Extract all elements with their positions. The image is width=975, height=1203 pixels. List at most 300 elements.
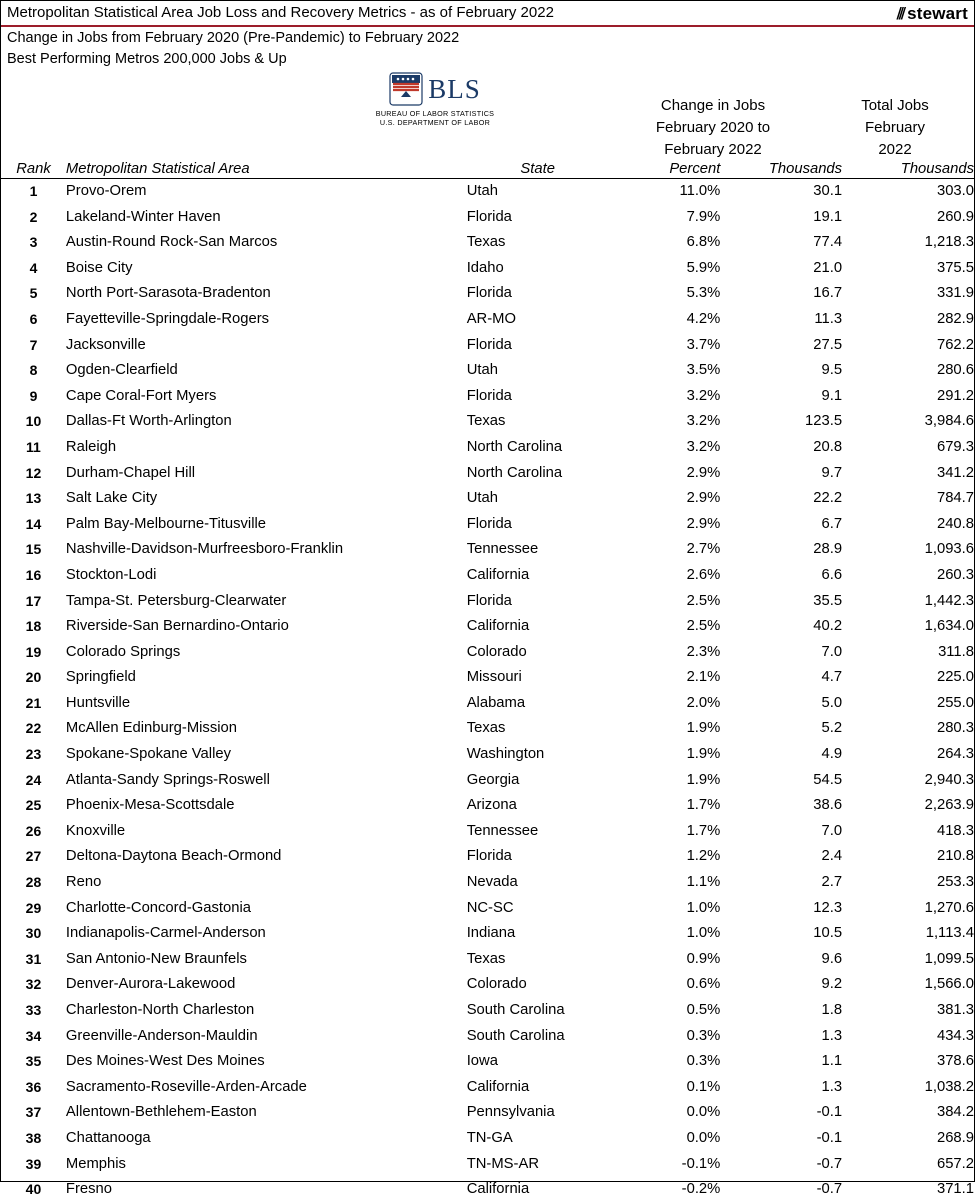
cell-percent: 0.0%: [686, 1104, 721, 1121]
cell-percent: 3.2%: [686, 413, 721, 430]
cell-thousands: 9.1: [821, 387, 843, 404]
cell-rank: 40: [25, 1181, 42, 1198]
cell-percent: 2.9%: [686, 515, 721, 532]
cell-thousands: 16.7: [813, 285, 843, 302]
cell-state: Florida: [466, 515, 512, 532]
cell-state: Indiana: [466, 925, 516, 942]
cell-total: 381.3: [936, 1002, 974, 1018]
cell-state: Tennessee: [466, 541, 539, 558]
cell-rank: 29: [25, 899, 42, 916]
cell-msa: Lakeland-Winter Haven: [65, 208, 221, 225]
cell-percent: 1.7%: [686, 822, 721, 839]
cell-thousands: 22.2: [813, 490, 843, 507]
cell-msa: Tampa-St. Petersburg-Clearwater: [65, 592, 287, 609]
column-header-percent: Percent: [609, 161, 721, 179]
cell-percent: 0.0%: [686, 1129, 721, 1146]
cell-total: 784.7: [936, 490, 974, 507]
cell-rank: 13: [25, 490, 42, 507]
table-row: [1, 435, 974, 461]
cell-rank: 28: [25, 874, 42, 891]
cell-thousands: -0.7: [816, 1155, 843, 1172]
table-row: [1, 819, 974, 845]
group-header-change-line-2: February 2020 to: [655, 119, 771, 136]
column-header-total: Thousands: [842, 161, 974, 179]
table-head: [1, 161, 974, 179]
table-row: [1, 716, 974, 742]
cell-thousands: 38.6: [813, 797, 843, 814]
cell-percent: 1.9%: [686, 771, 721, 788]
group-header-total-line-1: Total Jobs: [861, 97, 929, 114]
cell-thousands: -0.7: [816, 1181, 843, 1198]
cell-msa: Raleigh: [65, 438, 117, 455]
cell-percent: 1.9%: [686, 720, 721, 737]
cell-total: 264.3: [936, 746, 974, 763]
cell-total: 378.6: [936, 1053, 974, 1070]
bls-subtitle-bureau: BUREAU OF LABOR STATISTICS: [375, 109, 495, 118]
cell-msa: Deltona-Daytona Beach-Ormond: [65, 848, 282, 865]
cell-state: South Carolina: [466, 1002, 565, 1018]
cell-percent: 2.5%: [686, 618, 721, 635]
cell-rank: 18: [25, 618, 42, 635]
cell-rank: 9: [29, 387, 38, 404]
cell-state: Pennsylvania: [466, 1104, 555, 1121]
cell-thousands: 9.5: [821, 362, 843, 379]
cell-percent: 2.1%: [686, 669, 721, 686]
cell-thousands: 5.2: [821, 720, 843, 737]
table-row: [1, 870, 974, 896]
cell-thousands: 9.7: [821, 464, 843, 481]
metros-table: [1, 161, 974, 1203]
cell-rank: 37: [25, 1104, 42, 1121]
cell-msa: Chattanooga: [65, 1129, 151, 1146]
cell-thousands: 9.6: [821, 950, 843, 967]
cell-total: 260.3: [936, 566, 974, 583]
cell-state: Texas: [466, 950, 506, 967]
cell-msa: Greenville-Anderson-Mauldin: [65, 1027, 258, 1044]
cell-state: Utah: [466, 183, 498, 199]
column-header-msa: Metropolitan Statistical Area: [66, 161, 467, 179]
cell-percent: 2.3%: [686, 643, 721, 660]
group-header-change-in-jobs: [601, 95, 825, 161]
cell-thousands: 20.8: [813, 438, 843, 455]
cell-thousands: -0.1: [816, 1129, 843, 1146]
cell-msa: Jacksonville: [65, 336, 146, 353]
cell-thousands: 2.4: [821, 848, 843, 865]
cell-msa: Charleston-North Charleston: [65, 1002, 255, 1018]
cell-thousands: 11.3: [814, 310, 843, 327]
cell-total: 3,984.6: [924, 413, 974, 430]
cell-percent: 2.7%: [686, 541, 721, 558]
brand-name: stewart: [907, 4, 968, 23]
cell-thousands: 27.5: [813, 336, 843, 353]
table-row: [1, 896, 974, 922]
table-row: [1, 179, 974, 205]
column-header-row: [1, 161, 974, 179]
cell-total: 1,099.5: [924, 950, 974, 967]
cell-msa: Fayetteville-Springdale-Rogers: [65, 310, 270, 327]
cell-thousands: 1.1: [821, 1053, 843, 1070]
cell-msa: Allentown-Bethlehem-Easton: [65, 1104, 257, 1121]
cell-total: 679.3: [936, 438, 974, 455]
bls-logo: [365, 71, 505, 127]
table-row: [1, 256, 974, 282]
cell-msa: Huntsville: [65, 694, 131, 711]
table-row: [1, 691, 974, 717]
cell-percent: 2.9%: [686, 464, 721, 481]
cell-total: 375.5: [936, 259, 974, 276]
cell-state: Florida: [466, 592, 512, 609]
cell-msa: Riverside-San Bernardino-Ontario: [65, 618, 289, 635]
cell-rank: 36: [25, 1078, 42, 1095]
cell-rank: 16: [25, 566, 42, 583]
cell-msa: Phoenix-Mesa-Scottsdale: [65, 797, 235, 814]
column-header-thousands: Thousands: [720, 161, 842, 179]
cell-rank: 11: [26, 438, 41, 455]
table-row: [1, 512, 974, 538]
cell-thousands: -0.1: [816, 1104, 843, 1121]
cell-state: Nevada: [466, 874, 518, 891]
table-row: [1, 1177, 974, 1203]
table-row: [1, 384, 974, 410]
cell-thousands: 9.2: [821, 976, 843, 993]
cell-msa: Stockton-Lodi: [65, 566, 157, 583]
cell-thousands: 2.7: [821, 874, 843, 891]
cell-thousands: 6.6: [821, 566, 843, 583]
cell-state: AR-MO: [466, 310, 517, 327]
cell-total: 341.2: [936, 464, 974, 481]
cell-rank: 26: [25, 822, 42, 839]
cell-percent: 0.1%: [686, 1078, 721, 1095]
cell-rank: 17: [25, 592, 42, 609]
table-row: [1, 793, 974, 819]
cell-rank: 32: [25, 976, 42, 993]
cell-rank: 38: [25, 1129, 42, 1146]
cell-thousands: 35.5: [813, 592, 843, 609]
table-row: [1, 461, 974, 487]
group-header-total-line-3: 2022: [878, 141, 912, 158]
cell-msa: Des Moines-West Des Moines: [65, 1053, 265, 1070]
cell-thousands: 1.3: [821, 1078, 843, 1095]
cell-state: NC-SC: [466, 899, 514, 916]
cell-msa: Knoxville: [65, 822, 126, 839]
cell-total: 384.2: [936, 1104, 974, 1121]
cell-percent: 3.5%: [686, 362, 721, 379]
cell-rank: 23: [25, 746, 42, 763]
cell-state: Florida: [466, 336, 512, 353]
cell-rank: 27: [25, 848, 42, 865]
cell-percent: 7.9%: [686, 208, 721, 225]
cell-thousands: 7.0: [821, 643, 843, 660]
cell-state: Washington: [466, 746, 545, 763]
cell-state: Arizona: [466, 797, 517, 814]
cell-msa: San Antonio-New Braunfels: [65, 950, 247, 967]
cell-total: 255.0: [936, 694, 974, 711]
cell-total: 1,113.4: [925, 925, 974, 942]
cell-percent: 4.2%: [686, 310, 721, 327]
cell-msa: Boise City: [65, 259, 133, 276]
table-row: [1, 665, 974, 691]
cell-msa: Fresno: [65, 1181, 112, 1198]
cell-rank: 30: [25, 925, 42, 942]
table-row: [1, 1024, 974, 1050]
cell-state: Texas: [466, 720, 506, 737]
cell-percent: 0.9%: [686, 950, 721, 967]
group-header-total-line-2: February: [864, 119, 926, 136]
cell-rank: 35: [25, 1053, 42, 1070]
cell-total: 253.3: [936, 874, 974, 891]
cell-percent: 1.1%: [686, 874, 721, 891]
cell-percent: 2.5%: [686, 592, 721, 609]
cell-thousands: 28.9: [813, 541, 843, 558]
cell-msa: Cape Coral-Fort Myers: [65, 387, 217, 404]
cell-percent: 6.8%: [686, 234, 721, 251]
table-row: [1, 409, 974, 435]
cell-rank: 7: [29, 336, 38, 353]
cell-total: 1,442.3: [924, 592, 974, 609]
cell-total: 225.0: [936, 669, 974, 686]
cell-percent: 3.7%: [686, 336, 721, 353]
cell-total: 210.8: [936, 848, 974, 865]
cell-rank: 5: [29, 285, 38, 302]
table-row: [1, 1100, 974, 1126]
cell-msa: Austin-Round Rock-San Marcos: [65, 234, 278, 251]
table-row: [1, 281, 974, 307]
cell-msa: Atlanta-Sandy Springs-Roswell: [65, 771, 270, 788]
cell-thousands: 10.5: [813, 925, 843, 942]
cell-percent: 2.9%: [686, 490, 721, 507]
table-row: [1, 589, 974, 615]
table-row: [1, 742, 974, 768]
cell-state: Utah: [466, 362, 498, 379]
cell-rank: 4: [29, 259, 38, 276]
cell-total: 1,038.2: [924, 1078, 974, 1095]
cell-percent: -0.2%: [681, 1181, 721, 1198]
slashes-icon: ///: [896, 4, 904, 23]
cell-percent: 1.0%: [686, 899, 721, 916]
cell-total: 240.8: [936, 515, 974, 532]
cell-total: 2,263.9: [924, 797, 974, 814]
table-body: [1, 179, 974, 1203]
cell-state: Iowa: [466, 1053, 498, 1070]
cell-thousands: 4.9: [821, 746, 843, 763]
cell-msa: North Port-Sarasota-Bradenton: [65, 285, 271, 302]
cell-thousands: 21.0: [813, 259, 843, 276]
cell-total: 331.9: [936, 285, 974, 302]
cell-rank: 33: [25, 1002, 42, 1018]
cell-state: TN-MS-AR: [466, 1155, 540, 1172]
cell-msa: Provo-Orem: [65, 183, 147, 199]
cell-state: Alabama: [466, 694, 526, 711]
cell-msa: Indianapolis-Carmel-Anderson: [65, 925, 266, 942]
cell-rank: 25: [25, 797, 42, 814]
cell-total: 291.2: [936, 387, 974, 404]
table-row: [1, 844, 974, 870]
table-header-block: [1, 69, 974, 161]
table-row: [1, 972, 974, 998]
table-row: [1, 998, 974, 1024]
cell-msa: Palm Bay-Melbourne-Titusville: [65, 515, 267, 532]
cell-state: Georgia: [466, 771, 520, 788]
title-bar: [1, 1, 974, 27]
cell-thousands: 30.1: [813, 183, 843, 199]
cell-percent: 2.0%: [686, 694, 721, 711]
group-header-total-jobs: [825, 95, 965, 161]
cell-msa: Ogden-Clearfield: [65, 362, 178, 379]
table-row: [1, 333, 974, 359]
cell-rank: 14: [25, 515, 42, 532]
cell-rank: 21: [25, 694, 42, 711]
cell-total: 762.2: [936, 336, 974, 353]
bls-wordmark: BLS: [428, 73, 481, 104]
cell-percent: 1.0%: [686, 925, 721, 942]
cell-msa: Durham-Chapel Hill: [65, 464, 196, 481]
cell-msa: McAllen Edinburg-Mission: [65, 720, 237, 737]
table-row: [1, 1075, 974, 1101]
cell-thousands: 123.5: [805, 413, 843, 430]
cell-total: 1,218.3: [924, 234, 974, 251]
table-row: [1, 486, 974, 512]
cell-thousands: 54.5: [813, 771, 843, 788]
cell-total: 1,270.6: [924, 899, 974, 916]
cell-thousands: 77.4: [813, 234, 843, 251]
group-header-change-line-1: Change in Jobs: [660, 97, 766, 114]
cell-state: Texas: [466, 413, 506, 430]
cell-msa: Spokane-Spokane Valley: [65, 746, 231, 763]
cell-percent: 0.3%: [686, 1027, 721, 1044]
cell-percent: 1.7%: [686, 797, 721, 814]
subheading-line-1: Change in Jobs from February 2020 (Pre-Pandemic) to February 2022: [7, 30, 460, 46]
cell-percent: 0.5%: [686, 1002, 721, 1018]
cell-total: 280.3: [936, 720, 974, 737]
cell-total: 311.8: [938, 643, 974, 660]
cell-state: California: [466, 1181, 530, 1198]
cell-total: 371.1: [936, 1181, 974, 1198]
table-row: [1, 537, 974, 563]
cell-total: 282.9: [936, 310, 974, 327]
cell-total: 657.2: [936, 1155, 974, 1172]
cell-state: Tennessee: [466, 822, 539, 839]
cell-percent: 5.9%: [686, 259, 721, 276]
cell-msa: Charlotte-Concord-Gastonia: [65, 899, 251, 916]
cell-thousands: 1.8: [821, 1002, 843, 1018]
cell-state: Florida: [466, 387, 512, 404]
cell-thousands: 19.1: [813, 208, 843, 225]
cell-rank: 3: [29, 234, 38, 251]
cell-rank: 1: [29, 183, 38, 199]
cell-state: Florida: [466, 285, 512, 302]
cell-state: California: [466, 1078, 530, 1095]
cell-percent: 2.6%: [686, 566, 721, 583]
cell-total: 418.3: [936, 822, 974, 839]
cell-state: North Carolina: [466, 438, 563, 455]
cell-state: California: [466, 566, 530, 583]
cell-percent: 5.3%: [686, 285, 721, 302]
cell-thousands: 7.0: [821, 822, 843, 839]
cell-rank: 20: [25, 669, 42, 686]
cell-thousands: 5.0: [821, 694, 843, 711]
cell-rank: 34: [25, 1027, 42, 1044]
cell-msa: Dallas-Ft Worth-Arlington: [65, 413, 232, 430]
cell-total: 303.0: [936, 183, 974, 199]
cell-rank: 12: [25, 464, 42, 481]
cell-state: Missouri: [466, 669, 522, 686]
cell-percent: 1.2%: [686, 848, 721, 865]
cell-thousands: 12.3: [813, 899, 843, 916]
stewart-logo: [896, 4, 968, 24]
cell-rank: 15: [25, 541, 42, 558]
page-title: Metropolitan Statistical Area Job Loss and Recovery Metrics - as of February 2022: [7, 4, 554, 21]
cell-total: 434.3: [936, 1027, 974, 1044]
cell-total: 268.9: [936, 1129, 974, 1146]
cell-total: 1,634.0: [924, 618, 974, 635]
cell-state: Texas: [466, 234, 506, 251]
table-row: [1, 230, 974, 256]
cell-percent: 1.9%: [686, 746, 721, 763]
cell-state: South Carolina: [466, 1027, 565, 1044]
cell-msa: Denver-Aurora-Lakewood: [65, 976, 236, 993]
cell-percent: 0.3%: [686, 1053, 721, 1070]
cell-rank: 8: [29, 362, 38, 379]
cell-state: Idaho: [466, 259, 504, 276]
cell-rank: 22: [25, 720, 42, 737]
cell-total: 1,093.6: [924, 541, 974, 558]
cell-rank: 19: [25, 643, 42, 660]
column-header-rank: Rank: [1, 161, 66, 179]
group-header-change-line-3: February 2022: [664, 141, 762, 158]
cell-msa: Reno: [65, 874, 102, 891]
cell-state: Utah: [466, 490, 498, 507]
cell-rank: 31: [25, 950, 42, 967]
bls-eagle-icon: [389, 71, 423, 107]
subheading-line-2: Best Performing Metros 200,000 Jobs & Up: [7, 51, 287, 67]
bls-subtitle-department: U.S. DEPARTMENT OF LABOR: [379, 118, 491, 127]
cell-msa: Memphis: [65, 1155, 126, 1172]
cell-thousands: 40.2: [813, 618, 843, 635]
cell-msa: Sacramento-Roseville-Arden-Arcade: [65, 1078, 307, 1095]
bls-logo-top: [365, 71, 505, 107]
cell-msa: Nashville-Davidson-Murfreesboro-Franklin: [65, 541, 344, 558]
cell-thousands: 4.7: [821, 669, 843, 686]
table-row: [1, 921, 974, 947]
table-row: [1, 307, 974, 333]
cell-thousands: 1.3: [821, 1027, 843, 1044]
cell-msa: Springfield: [65, 669, 136, 686]
table-row: [1, 358, 974, 384]
cell-percent: 0.6%: [686, 976, 721, 993]
cell-msa: Salt Lake City: [65, 490, 158, 507]
cell-total: 280.6: [936, 362, 974, 379]
cell-state: California: [466, 618, 530, 635]
table-row: [1, 1152, 974, 1178]
cell-rank: 24: [25, 771, 42, 788]
cell-state: Colorado: [466, 643, 527, 660]
table-row: [1, 768, 974, 794]
cell-rank: 6: [29, 310, 38, 327]
cell-thousands: 6.7: [821, 515, 843, 532]
cell-rank: 10: [25, 413, 42, 430]
cell-state: North Carolina: [466, 464, 563, 481]
cell-msa: Colorado Springs: [65, 643, 181, 660]
table-row: [1, 1126, 974, 1152]
table-row: [1, 205, 974, 231]
column-header-state: State: [467, 161, 609, 179]
cell-rank: 39: [25, 1155, 42, 1172]
cell-rank: 2: [29, 208, 38, 225]
table-row: [1, 614, 974, 640]
table-row: [1, 1049, 974, 1075]
cell-total: 1,566.0: [924, 976, 974, 993]
cell-total: 2,940.3: [924, 771, 974, 788]
